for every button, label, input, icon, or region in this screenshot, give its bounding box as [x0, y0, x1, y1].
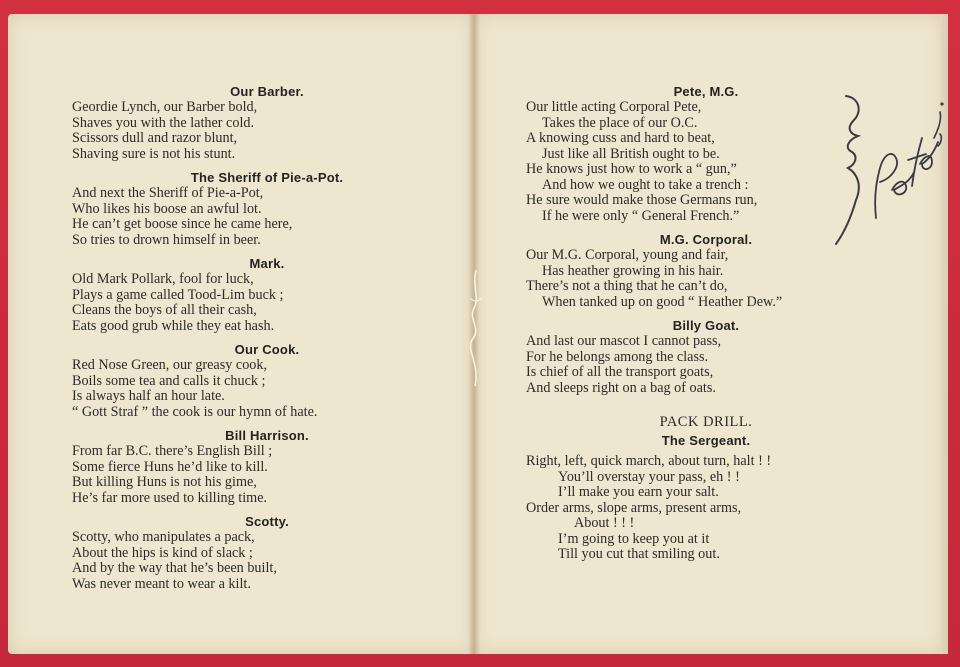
poem-line: From far B.C. there’s English Bill ; [72, 443, 273, 459]
poem-line: Geordie Lynch, our Barber bold, [72, 99, 258, 115]
poem-mg-corporal [526, 232, 886, 310]
binding-thread [460, 268, 490, 388]
poem-pete [526, 84, 886, 224]
poem-mark [72, 256, 462, 334]
poem-sheriff [72, 170, 462, 248]
poem-line: He can’t get boose since he came here, [72, 216, 293, 232]
poem-line: Was never meant to wear a kilt. [72, 575, 251, 592]
poem-heading: M.G. Corporal. [659, 232, 753, 247]
poem-our-barber [72, 84, 462, 162]
poem-line: When tanked up on good “ Heather Dew.” [542, 293, 783, 310]
poem-line: “ Gott Straf ” the cook is our hymn of hate. [72, 403, 318, 420]
poem-line: But killing Huns is not his gime, [72, 474, 257, 490]
poem-line: A knowing cuss and hard to beat, [526, 130, 715, 146]
poem-line: Boils some tea and calls it chuck ; [72, 372, 266, 389]
poem-heading: Our Barber. [230, 84, 304, 99]
poem-heading: Scotty. [245, 514, 289, 529]
poem-line: Old Mark Pollark, fool for luck, [72, 271, 254, 287]
poem-scotty [72, 514, 462, 592]
poem-line: Eats good grub while they eat hash. [72, 317, 275, 334]
poem-line: Cleans the boys of all their cash, [72, 302, 257, 318]
poem-line: Red Nose Green, our greasy cook, [72, 357, 268, 373]
poem-bill-harrison [72, 428, 462, 506]
poem-our-cook [72, 342, 462, 420]
poem-line: Shaves you with the lather cold. [72, 114, 255, 131]
poem-line: You’ll overstay your pass, eh ! ! [558, 468, 740, 485]
poem-line: Order arms, slope arms, present arms, [526, 499, 742, 516]
poem-line: If he were only “ General French.” [542, 207, 740, 224]
poem-sergeant [526, 433, 886, 563]
poem-line: About ! ! ! [574, 515, 635, 531]
poem-line: Takes the place of our O.C. [542, 114, 698, 131]
poem-line: There’s not a thing that he can’t do, [526, 278, 728, 294]
poem-line: Shaving sure is not his stunt. [72, 145, 236, 162]
poem-heading: Pete, M.G. [673, 84, 739, 99]
poem-line: Some fierce Huns he’d like to kill. [72, 458, 268, 475]
poem-line: About the hips is kind of slack ; [72, 544, 253, 561]
poem-line: Who likes his boose an awful lot. [72, 200, 262, 217]
poem-line: Has heather growing in his hair. [542, 262, 724, 279]
poem-line: And how we ought to take a trench : [542, 176, 749, 193]
poem-line: He’s far more used to killing time. [72, 489, 268, 506]
poem-line: Just like all British ought to be. [542, 145, 720, 162]
poem-line: So tries to drown himself in beer. [72, 231, 261, 248]
poem-line: Till you cut that smiling out. [558, 546, 720, 562]
poem-line: Right, left, quick march, about turn, halt ! ! [526, 453, 772, 469]
poem-line: Is always half an hour late. [72, 388, 225, 404]
poem-heading: The Sergeant. [661, 433, 751, 448]
poem-heading: Billy Goat. [672, 318, 740, 333]
poem-heading: The Sheriff of Pie-a-Pot. [190, 170, 344, 185]
poem-line: And sleeps right on a bag of oats. [526, 379, 716, 396]
poem-billy-goat [526, 318, 886, 396]
poem-line: I’ll make you earn your salt. [558, 484, 719, 500]
poem-line: And last our mascot I cannot pass, [526, 333, 722, 349]
poem-line: And next the Sheriff of Pie-a-Pot, [72, 185, 264, 201]
poem-heading: Our Cook. [234, 342, 300, 357]
right-column [526, 84, 886, 571]
poem-line: Our M.G. Corporal, young and fair, [526, 247, 729, 263]
poem-line: Scissors dull and razor blunt, [72, 130, 238, 146]
left-column [72, 84, 462, 600]
poem-line: I’m going to keep you at it [558, 530, 710, 547]
poem-line: Plays a game called Tood-Lim buck ; [72, 286, 284, 303]
poem-heading: Bill Harrison. [225, 428, 309, 443]
poem-line: He knows just how to work a “ gun,” [526, 161, 737, 177]
poem-heading: Mark. [249, 256, 285, 271]
poem-line: Our little acting Corporal Pete, [526, 99, 702, 115]
pack-drill-title: PACK DRILL. [659, 414, 753, 430]
handwritten-signature [834, 90, 944, 250]
poem-line: Is chief of all the transport goats, [526, 364, 714, 380]
poem-line: Scotty, who manipulates a pack, [72, 529, 255, 545]
poem-line: He sure would make those Germans run, [526, 192, 758, 208]
poem-line: And by the way that he’s been built, [72, 560, 277, 576]
poem-line: For he belongs among the class. [526, 348, 709, 365]
